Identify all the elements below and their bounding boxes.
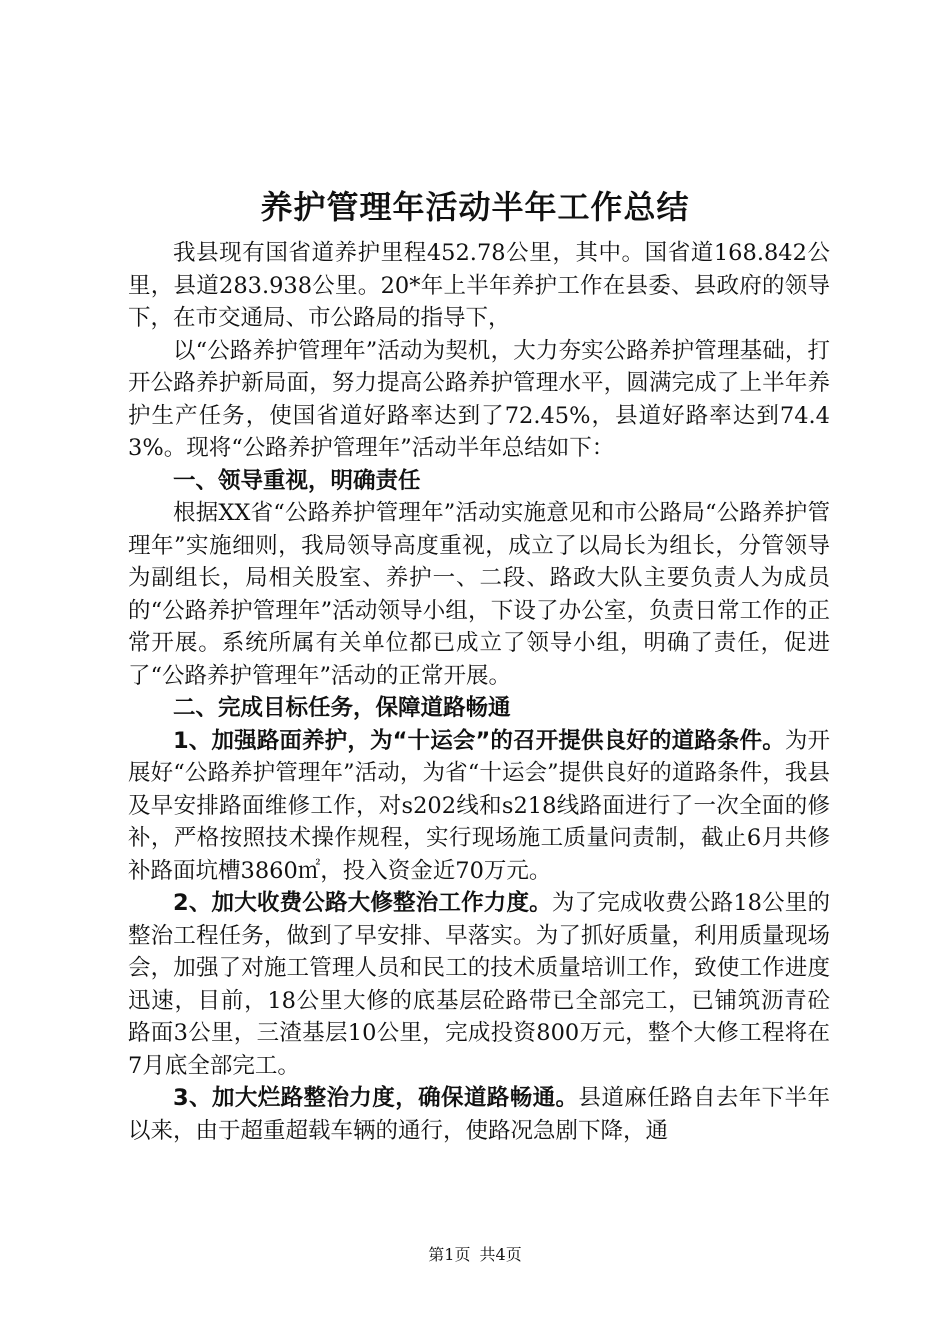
paragraph-overview: 以“公路养护管理年”活动为契机，大力夯实公路养护管理基础，打开公路养护新局面，努力提高公路养护管理水平，圆满完成了上半年养护生产任务，使国省道好路率达到了72.45%，县道好路率达到74.43%。现将“公路养护管理年”活动半年总结如下：: [128, 337, 830, 461]
item-3-lead: 3、加大烂路整治力度，确保道路畅通。: [173, 1085, 579, 1111]
item-3-text: 县道麻任路自去年下半年以来，由于超重超载车辆的通行，使路况急剧下降，通: [128, 1085, 830, 1144]
item-1-lead: 1、加强路面养护，为“十运会”的召开提供良好的道路条件。: [173, 727, 785, 754]
document-title: 养护管理年活动半年工作总结: [260, 188, 690, 226]
paragraph-item-3: [128, 1082, 830, 1147]
paragraph-item-1: [128, 725, 830, 888]
section-heading-2: 二、完成目标任务，保障道路畅通: [173, 695, 511, 721]
paragraph-intro: 我县现有国省道养护里程452.78公里，其中。国省道168.842公里，县道283.938公里。20*年上半年养护工作在县委、县政府的领导下，在市交通局、市公路局的指导下，: [128, 240, 830, 331]
paragraph-item-2: [128, 887, 830, 1082]
item-2-lead: 2、加大收费公路大修整治工作力度。: [173, 890, 552, 916]
page-number: 第1页: [428, 1245, 471, 1264]
item-2-text: 为了完成收费公路18公里的整治工程任务，做到了早安排、早落实。为了抓好质量，利用质量现场会，加强了对施工管理人员和民工的技术质量培训工作，致使工作进度迅速，目前，18公里大修的底基层砼路带已全部完工，已铺筑沥青砼路面3公里，三渣基层10公里，完成投资800万元，整个大修工程将在7月底全部完工。: [128, 890, 831, 1079]
page-total: 共4页: [479, 1245, 522, 1264]
page-footer: [0, 1243, 950, 1267]
document-body: [128, 237, 830, 1147]
paragraph-leadership: 根据XX省“公路养护管理年”活动实施意见和市公路局“公路养护管理年”实施细则，我局领导高度重视，成立了以局长为组长，分管领导为副组长，局相关股室、养护一、二段、路政大队主要负责人为成员的“公路养护管理年”活动领导小组，下设了办公室，负责日常工作的正常开展。系统所属有关单位都已成立了领导小组，明确了责任，促进了“公路养护管理年”活动的正常开展。: [128, 500, 830, 689]
section-heading-1: 一、领导重视，明确责任: [173, 467, 421, 494]
item-1-text: 为开展好“公路养护管理年”活动，为省“十运会”提供良好的道路条件，我县及早安排路面维修工作，对s202线和s218线路面进行了一次全面的修补，严格按照技术操作规程，实行现场施工质量问责制，截止6月共修补路面坑槽3860㎡，投入资金近70万元。: [128, 727, 830, 884]
